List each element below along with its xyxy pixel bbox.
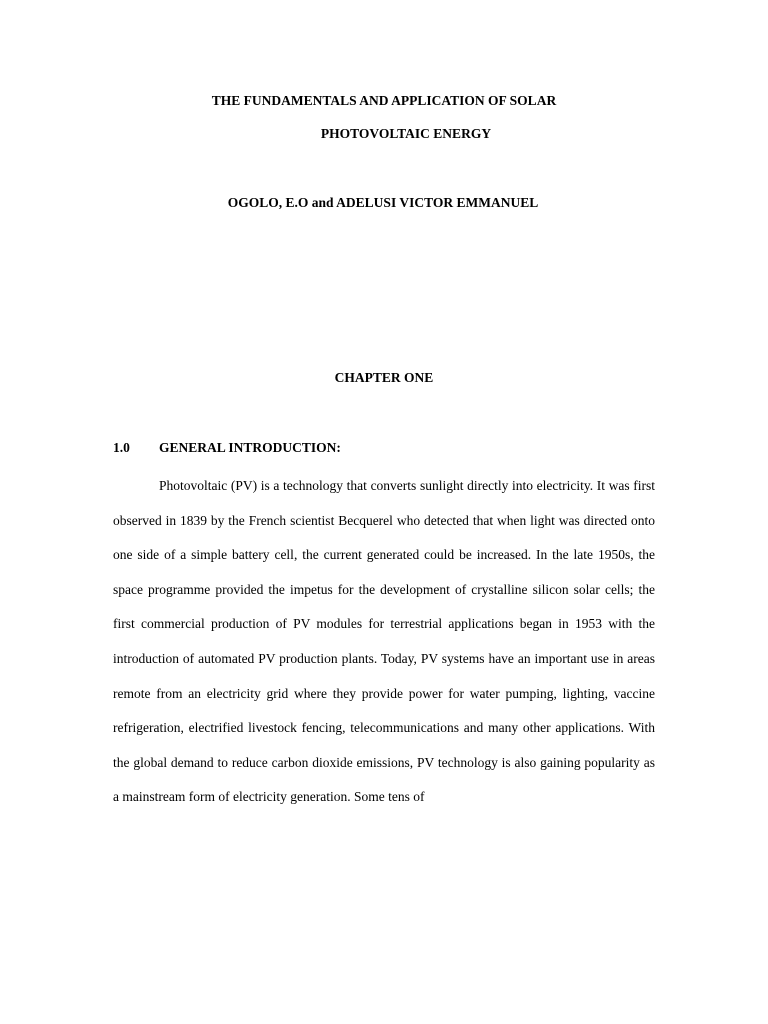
document-authors: OGOLO, E.O and ADELUSI VICTOR EMMANUEL [227, 195, 539, 210]
body-paragraph: Photovoltaic (PV) is a technology that converts sunlight directly into electricity. It was first observed in 1839 by the French scientist Becquerel who detected that when light was directed onto one side of a simple battery cell, the current generated could be increased. In the late 1950s, the space programme provided the impetus for the development of crystalline silicon solar cells; the first commercial production of PV modules for terrestrial applications began in 1953 with the introduction of automated PV production plants. Today, PV systems have an important use in areas remote from an electricity grid where they provide power for water pumping, lighting, vaccine refrigeration, electrified livestock fencing, telecommunications and many other applications. With the global demand to reduce carbon dioxide emissions, PV technology is also gaining popularity as a mainstream form of electricity generation. Some tens of [113, 478, 655, 805]
chapter-heading: CHAPTER ONE [334, 370, 434, 385]
section-number: 1.0 [113, 440, 130, 455]
section-title: GENERAL INTRODUCTION: [159, 440, 341, 455]
document-title-line-1: THE FUNDAMENTALS AND APPLICATION OF SOLAR [211, 93, 557, 108]
section-heading [113, 440, 341, 456]
document-title-line-2: PHOTOVOLTAIC ENERGY [320, 126, 492, 141]
